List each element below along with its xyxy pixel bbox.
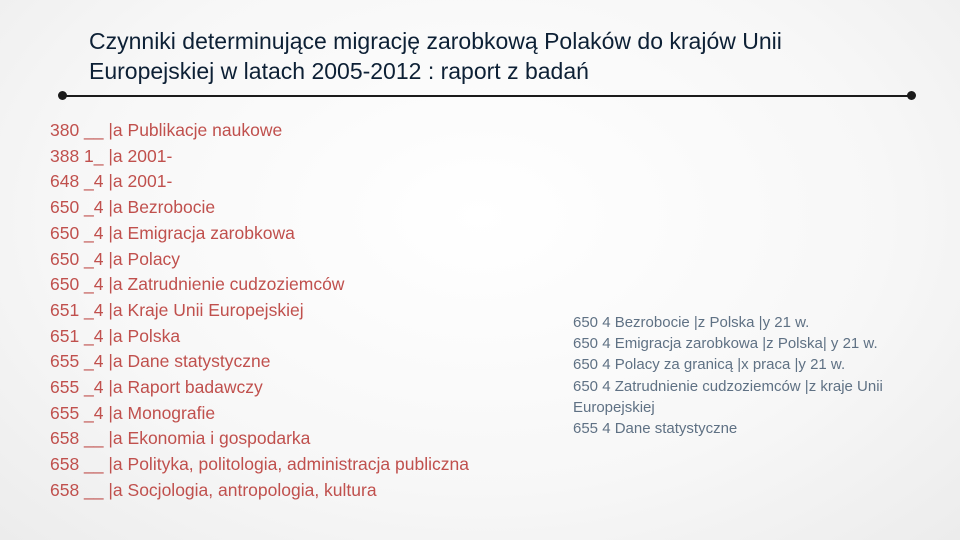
marc-field-row: 655 _4 |a Raport badawczy (50, 377, 263, 398)
rule-right-dot (907, 91, 916, 100)
title-line-2: Europejskiej w latach 2005-2012 : raport z badań (89, 58, 589, 84)
marc-field-row: 650 _4 |a Emigracja zarobkowa (50, 222, 295, 243)
marc-field-row: 650 _4 |a Bezrobocie (50, 197, 216, 218)
marc-field-row: 658 __ |a Polityka, politologia, administracja publiczna (50, 454, 469, 475)
subject-heading-row: 650 4 Bezrobocie |z Polska |y 21 w. (573, 314, 810, 331)
page-title (89, 26, 889, 86)
marc-field-row: 648 _4 |a 2001- (50, 171, 173, 192)
subject-heading-list (573, 312, 953, 439)
marc-field-row: 388 1_ |a 2001- (50, 145, 173, 166)
marc-field-row: 650 _4 |a Polacy (50, 248, 181, 269)
marc-field-row: 655 _4 |a Monografie (50, 402, 216, 423)
subject-heading-row: 650 4 Polacy za granicą |x praca |y 21 w. (573, 356, 846, 374)
title-line-1: Czynniki determinujące migrację zarobkową Polaków do krajów Unii (89, 28, 782, 54)
marc-field-row: 658 __ |a Socjologia, antropologia, kultura (50, 479, 377, 500)
title-divider (62, 95, 912, 97)
marc-field-row: 651 _4 |a Polska (50, 325, 181, 346)
marc-field-list (50, 118, 469, 504)
marc-field-row: 658 __ |a Ekonomia i gospodarka (50, 428, 311, 449)
marc-field-row: 655 _4 |a Dane statystyczne (50, 351, 271, 372)
marc-field-row: 651 _4 |a Kraje Unii Europejskiej (50, 299, 304, 320)
subject-heading-row: 655 4 Dane statystyczne (573, 420, 738, 438)
marc-field-row: 380 __ |a Publikacje naukowe (50, 120, 283, 140)
subject-heading-row: 650 4 Emigracja zarobkowa |z Polska| y 21 w. (573, 335, 878, 353)
marc-field-row: 650 _4 |a Zatrudnienie cudzoziemców (50, 274, 345, 295)
subject-heading-row: 650 4 Zatrudnienie cudzoziemców |z kraje Unii Europejskiej (573, 377, 883, 416)
